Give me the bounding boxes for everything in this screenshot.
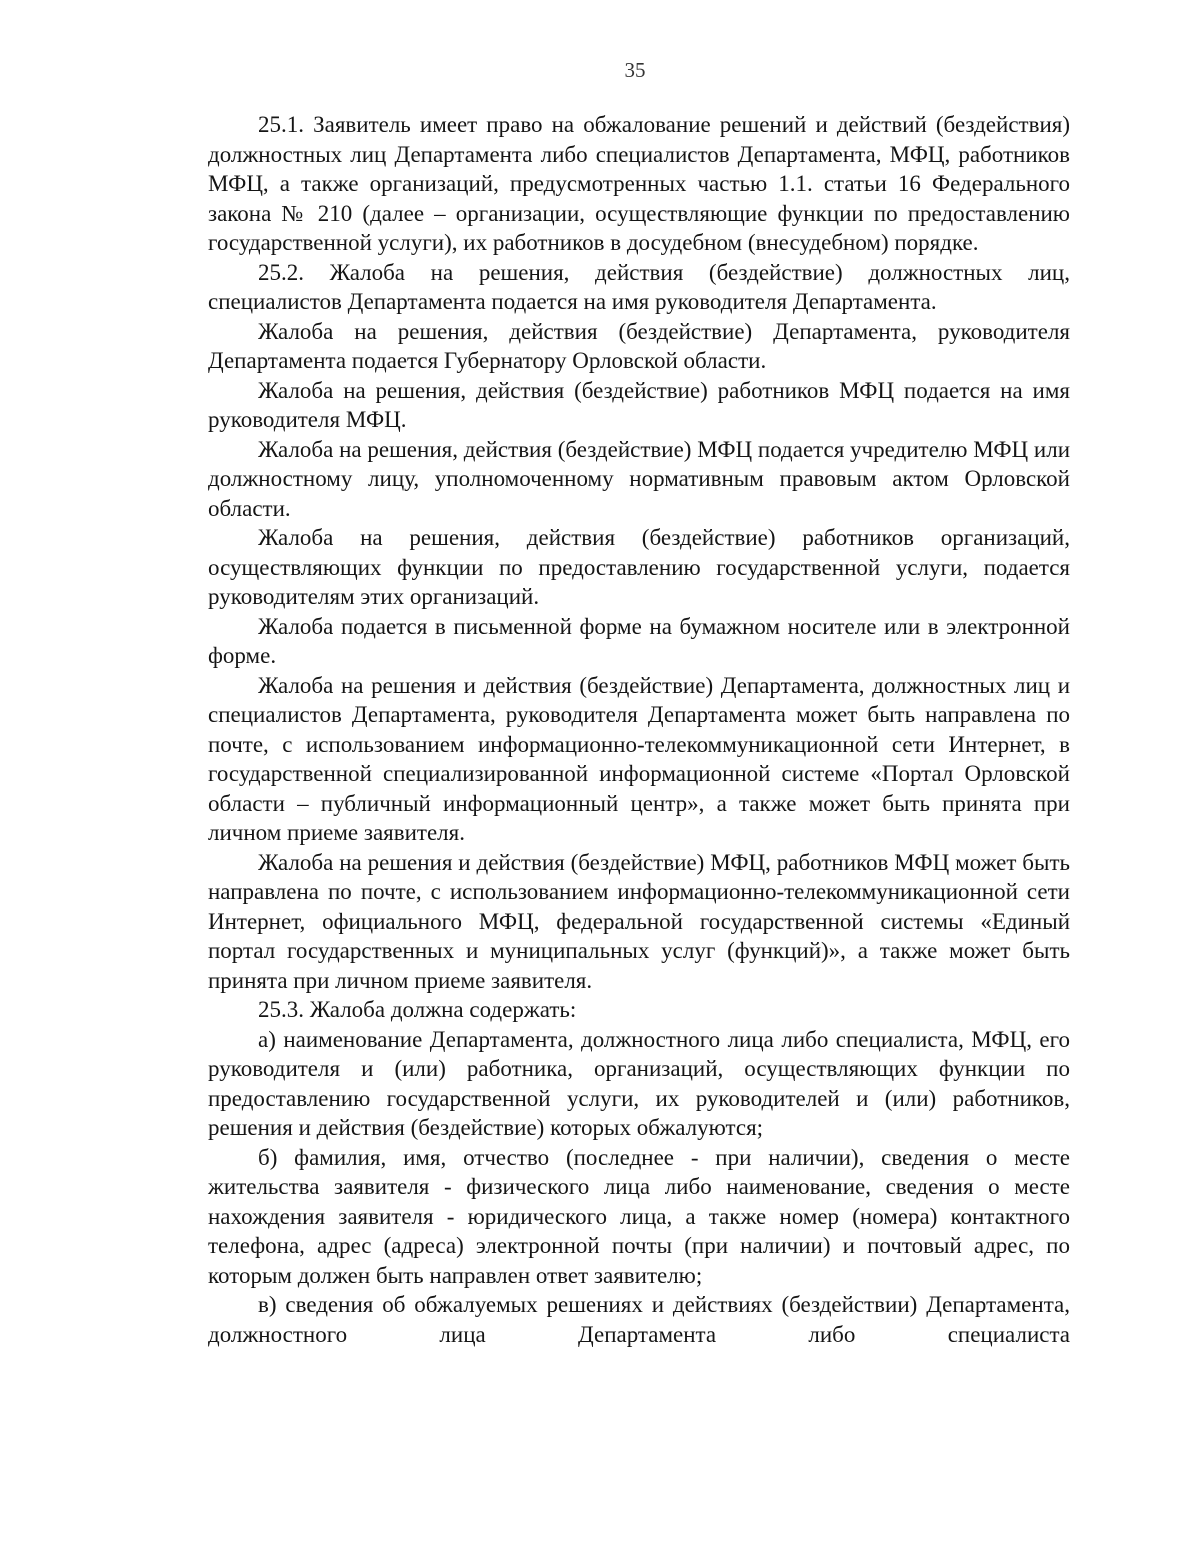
- paragraph-complaint-mfc: Жалоба на решения, действия (бездействие) МФЦ подается учредителю МФЦ или должностному лицу, уполномоченному нормативным правовым актом Орловской области.: [208, 436, 1070, 521]
- paragraph-complaint-department-channels: Жалоба на решения и действия (бездействие) Департамента, должностных лиц и специалистов Департамента, руководителя Департамента может быть направлена по почте, с использованием информационно-телекоммуникационной сети Интернет, в государственной специализированной информационной системе «Портал Орловской области – публичный информационный центр», а также может быть принята при личном приеме заявителя.: [208, 672, 1070, 845]
- paragraph-complaint-department-head: Жалоба на решения, действия (бездействие) Департамента, руководителя Департамента подается Губернатору Орловской области.: [208, 318, 1070, 373]
- paragraph-complaint-organizations: Жалоба на решения, действия (бездействие) работников организаций, осуществляющих функции по предоставлению государственной услуги, подается руководителям этих организаций.: [208, 525, 1070, 609]
- paragraph-25-2: 25.2. Жалоба на решения, действия (бездействие) должностных лиц, специалистов Департамента подается на имя руководителя Департамента.: [208, 259, 1070, 314]
- paragraph-complaint-form: Жалоба подается в письменной форме на бумажном носителе или в электронной форме.: [208, 613, 1070, 668]
- list-item-v: в) сведения об обжалуемых решениях и действиях (бездействии) Департамента, должностного лица Департамента либо специалиста: [208, 1292, 1070, 1347]
- page-number: 35: [624, 58, 646, 82]
- paragraph-complaint-mfc-workers: Жалоба на решения, действия (бездействие) работников МФЦ подается на имя руководителя МФЦ.: [208, 377, 1070, 432]
- paragraph-25-3: 25.3. Жалоба должна содержать:: [258, 997, 577, 1022]
- paragraph-25-1: 25.1. Заявитель имеет право на обжалование решений и действий (бездействия) должностных лиц Департамента либо специалистов Департамента, МФЦ, работников МФЦ, а также организаций, предусмотренных частью 1.1. статьи 16 Федерального закона № 210 (далее – организации, осуществляющие функции по предоставлению государственной услуги), их работников в досудебном (внесудебном) порядке.: [208, 112, 1070, 255]
- paragraph-complaint-mfc-channels: Жалоба на решения и действия (бездействие) МФЦ, работников МФЦ может быть направлена по почте, с использованием информационно-телекоммуникационной сети Интернет, официального МФЦ, федеральной государственной системы «Единый портал государственных и муниципальных услуг (функций)», а также может быть принята при личном приеме заявителя.: [208, 849, 1070, 993]
- list-item-a: а) наименование Департамента, должностного лица либо специалиста, МФЦ, его руководителя и (или) работника, организаций, осуществляющих функции по предоставлению государственной услуги, их руководителей и (или) работников, решения и действия (бездействие) которых обжалуются;: [208, 1026, 1070, 1140]
- document-body: [208, 110, 1070, 1349]
- list-item-b: б) фамилия, имя, отчество (последнее - при наличии), сведения о месте жительства заявителя - физического лица либо наименование, сведения о месте нахождения заявителя - юридического лица, а также номер (номера) контактного телефона, адрес (адреса) электронной почты (при наличии) и почтовый адрес, по которым должен быть направлен ответ заявителю;: [208, 1144, 1070, 1288]
